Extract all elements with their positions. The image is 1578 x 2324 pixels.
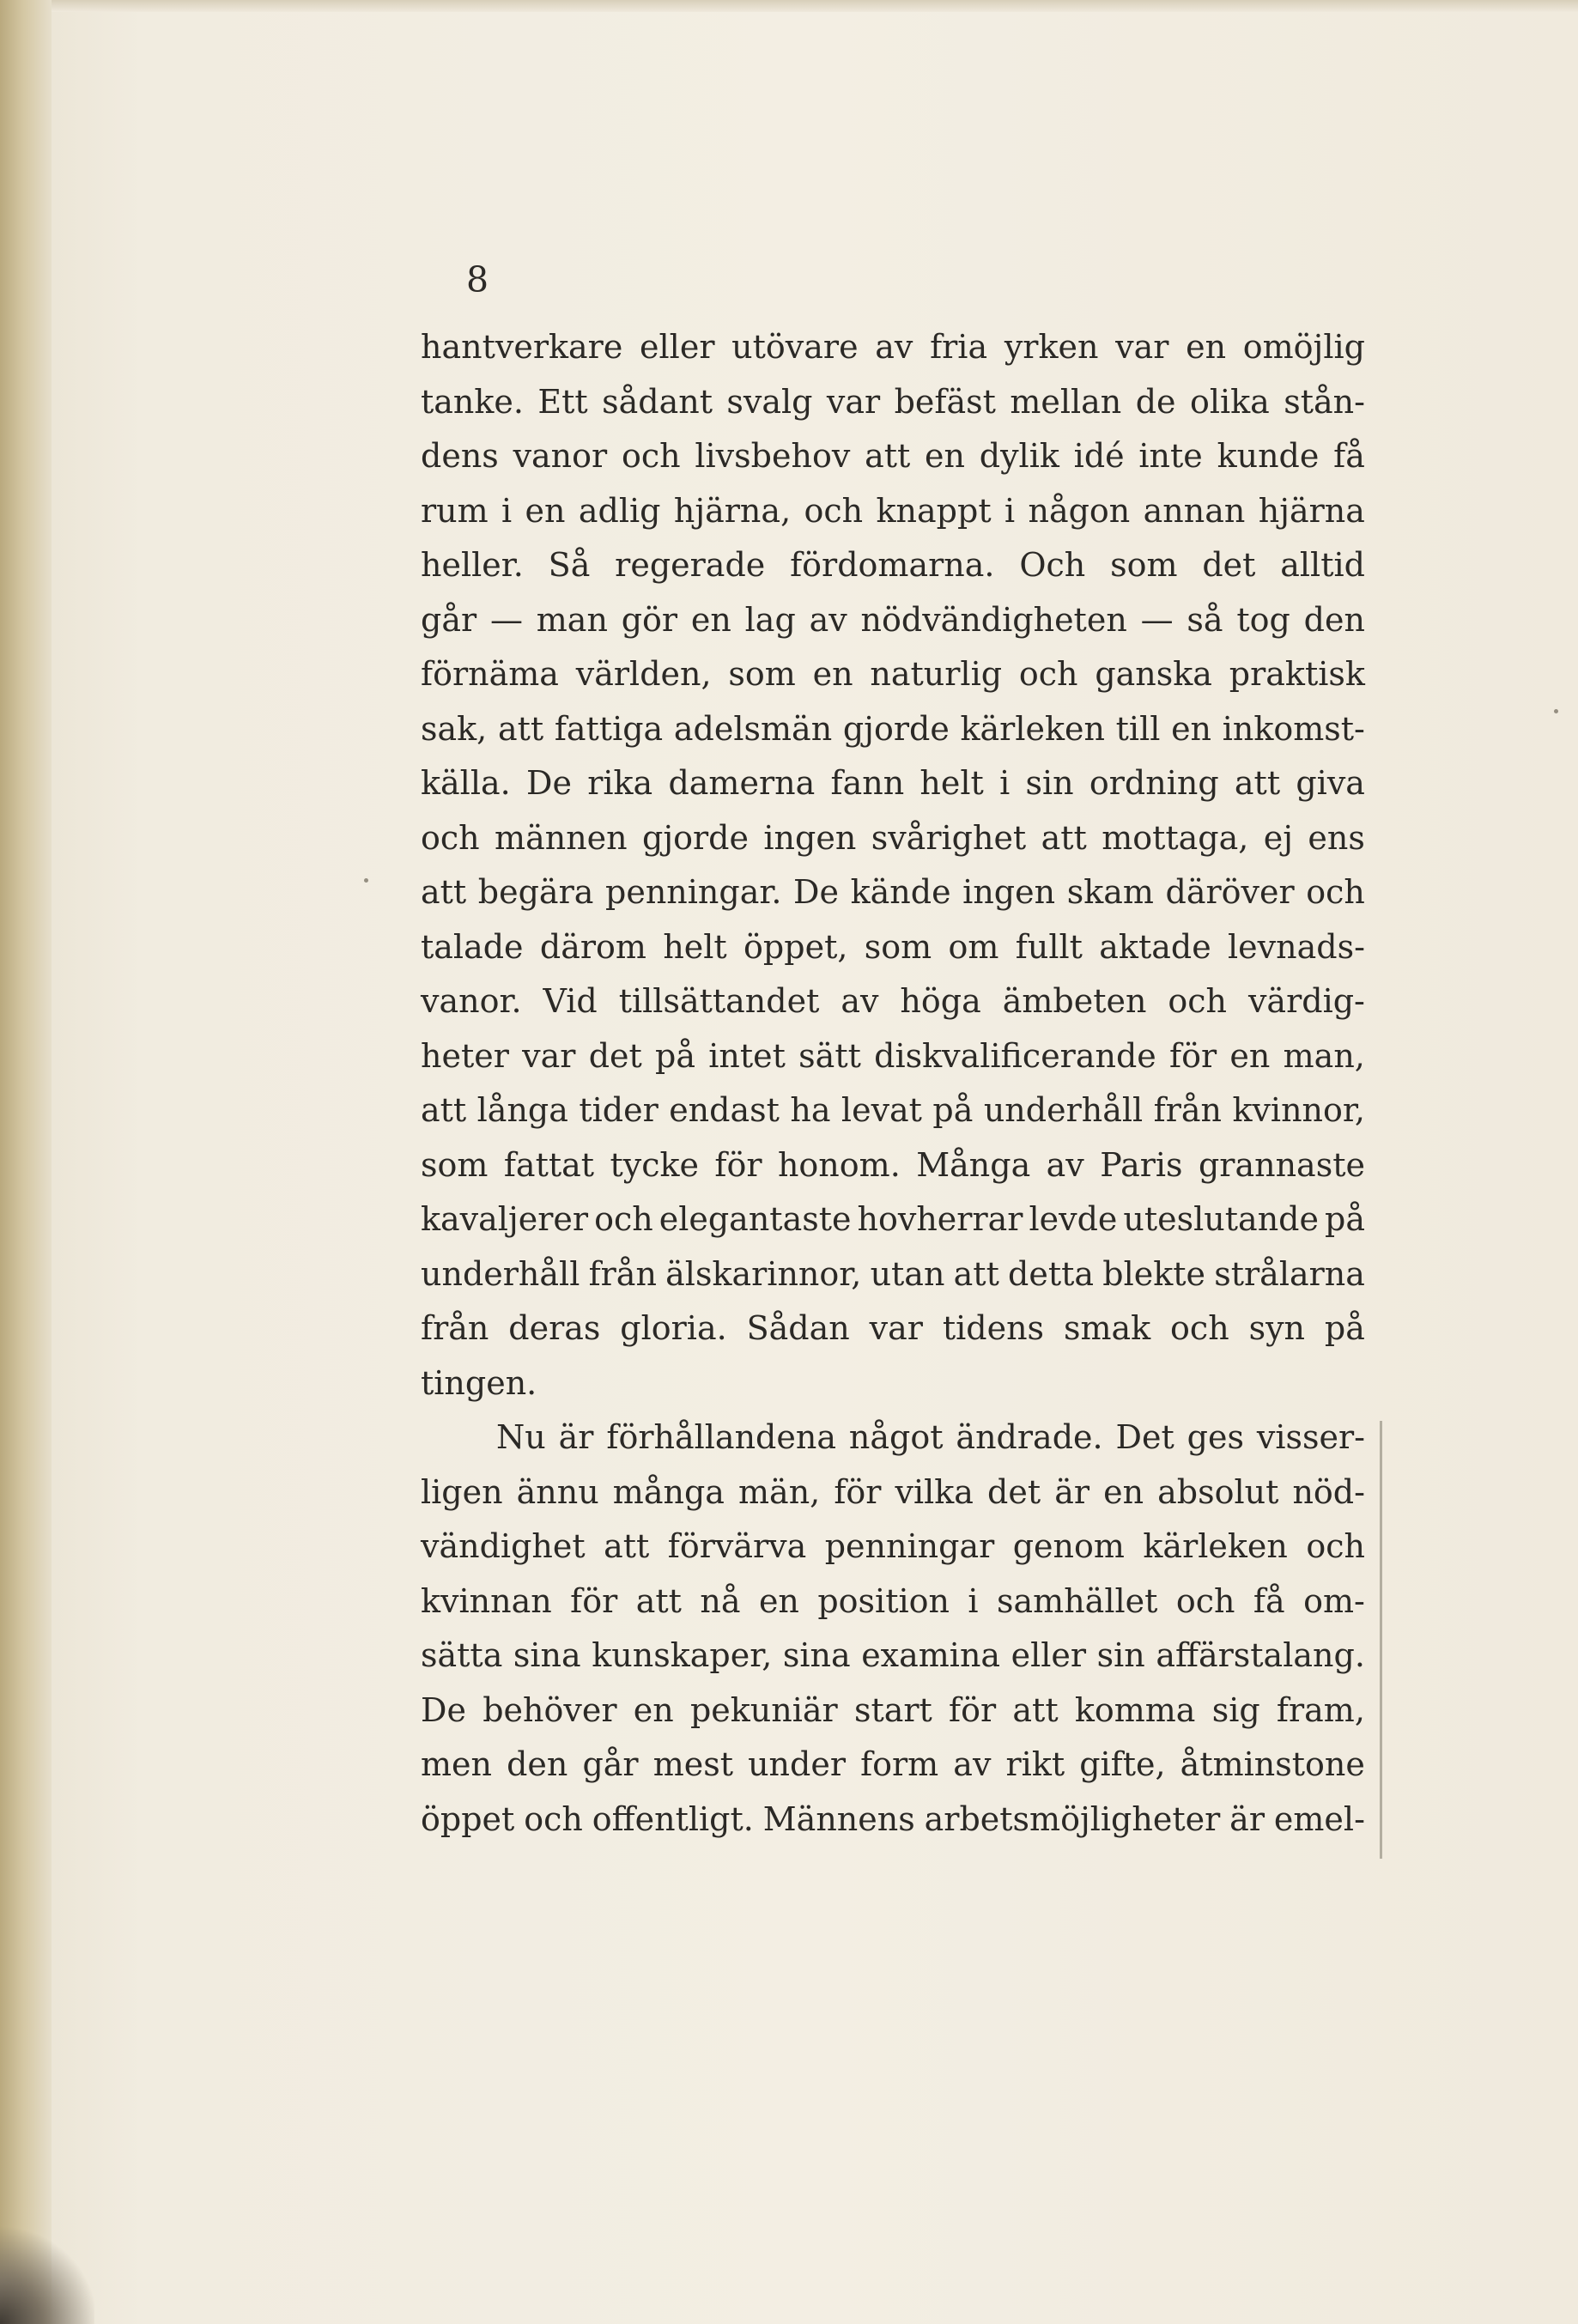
word: av	[953, 1745, 992, 1783]
word: var	[869, 1309, 923, 1347]
word: tog	[1236, 600, 1290, 639]
word: att	[1234, 764, 1281, 802]
word: på	[1324, 1309, 1365, 1347]
text-line	[421, 538, 1365, 593]
word: sin	[1096, 1636, 1145, 1674]
word: dens	[421, 437, 499, 475]
word: helt	[663, 927, 727, 966]
word: fattiga	[554, 709, 664, 748]
word: sådant	[602, 382, 713, 421]
text-line	[421, 1465, 1365, 1520]
word: många	[612, 1472, 725, 1511]
word: Vid	[543, 982, 598, 1020]
text-line	[421, 1684, 1365, 1738]
word: det	[588, 1036, 642, 1075]
word: Ett	[537, 382, 588, 421]
word: livsbehov	[695, 437, 851, 475]
word: dylik	[979, 437, 1059, 475]
word: sak,	[421, 709, 488, 748]
word: att	[953, 1254, 999, 1293]
word: någon	[1028, 491, 1131, 530]
word: få	[1253, 1581, 1285, 1620]
word: Männens	[762, 1799, 915, 1838]
word: lag	[744, 600, 796, 639]
word: begära	[477, 873, 594, 911]
word: en	[1186, 328, 1227, 366]
text-line	[421, 865, 1365, 920]
word: tycke	[610, 1145, 699, 1184]
word: man,	[1283, 1036, 1365, 1075]
word: kände	[850, 873, 951, 911]
word: arbetsmöjligheter	[924, 1799, 1221, 1838]
word: ännu	[516, 1472, 599, 1511]
text-line	[421, 1356, 1365, 1411]
word: var	[1115, 328, 1169, 366]
text-line	[421, 1738, 1365, 1793]
word: genom	[1012, 1527, 1125, 1565]
word: och	[421, 818, 480, 857]
word: Och	[1019, 546, 1086, 584]
word: och	[1168, 982, 1228, 1020]
word: förvärva	[667, 1527, 807, 1565]
word: att	[865, 437, 911, 475]
word: värdig-	[1247, 982, 1365, 1020]
word: visser-	[1256, 1418, 1365, 1456]
word: samhället	[997, 1581, 1158, 1620]
word: omöjlig	[1242, 328, 1365, 366]
word: diskvalificerande	[874, 1036, 1156, 1075]
word: källa.	[421, 764, 511, 802]
text-line	[421, 320, 1365, 375]
word: Så	[548, 546, 591, 584]
word: knappt	[876, 491, 992, 530]
word: giva	[1296, 764, 1365, 802]
word: hjärna,	[673, 491, 792, 530]
word: gör	[621, 600, 678, 639]
word: ordning	[1089, 764, 1219, 802]
word: honom.	[777, 1145, 901, 1184]
word: regerade	[615, 546, 766, 584]
word: aktade	[1099, 927, 1211, 966]
word: skam	[1066, 873, 1154, 911]
word: fann	[830, 764, 905, 802]
word: ej	[1263, 818, 1294, 857]
word: och	[1306, 1527, 1365, 1565]
word: för	[949, 1690, 997, 1729]
word: fördomarna.	[790, 546, 995, 584]
word: ges	[1187, 1418, 1244, 1456]
word: men	[421, 1745, 492, 1783]
word: syn	[1248, 1309, 1306, 1347]
word: gjorde	[642, 818, 749, 857]
word: svalg	[726, 382, 813, 421]
word: kavaljerer	[421, 1200, 589, 1238]
text-line	[421, 756, 1365, 811]
word: hjärna	[1258, 491, 1365, 530]
word: gloria.	[620, 1309, 727, 1347]
word: fria	[930, 328, 988, 366]
text-line	[421, 1629, 1365, 1684]
word: för	[570, 1581, 618, 1620]
text-line	[421, 429, 1365, 484]
word: gifte,	[1079, 1745, 1166, 1783]
text-line	[421, 1520, 1365, 1575]
paper-speck	[364, 878, 368, 883]
word: sina	[782, 1636, 851, 1674]
word: penningar.	[605, 873, 782, 911]
word: levat	[841, 1091, 922, 1129]
word: Många	[916, 1145, 1031, 1184]
word: elegantaste	[659, 1200, 852, 1238]
text-line	[421, 1411, 1365, 1465]
word: älskarinnor,	[665, 1254, 862, 1293]
word: vändighet	[421, 1527, 586, 1565]
word: idé	[1073, 437, 1125, 475]
word: offentligt.	[592, 1799, 754, 1838]
word: att	[604, 1527, 650, 1565]
word: vilka	[895, 1472, 974, 1511]
word: världen,	[575, 655, 712, 693]
word: en	[690, 600, 731, 639]
word: sätt	[798, 1036, 861, 1075]
word: penningar	[824, 1527, 995, 1565]
word: för	[1169, 1036, 1217, 1075]
word: intet	[708, 1036, 786, 1075]
text-line	[421, 375, 1365, 430]
word: från	[421, 1309, 489, 1347]
word: stån-	[1284, 382, 1365, 421]
word: ha	[790, 1091, 831, 1129]
word: naturlig	[870, 655, 1003, 693]
word: ingen	[962, 873, 1056, 911]
word: att	[421, 873, 467, 911]
word: absolut	[1157, 1472, 1279, 1511]
book-binding-edge	[0, 0, 52, 2324]
word: att	[421, 1091, 467, 1129]
word: av	[1046, 1145, 1084, 1184]
word: olika	[1189, 382, 1270, 421]
word: att	[635, 1581, 682, 1620]
word: hantverkare	[421, 328, 623, 366]
word: går	[421, 600, 477, 639]
word: ingen	[763, 818, 857, 857]
word: affärstalang.	[1156, 1636, 1365, 1674]
word: är	[1229, 1799, 1265, 1838]
word: går	[582, 1745, 639, 1783]
word: är	[558, 1418, 594, 1456]
word: den	[1303, 600, 1365, 639]
word: befäst	[894, 382, 996, 421]
word: en	[633, 1690, 674, 1729]
word: nöd-	[1292, 1472, 1365, 1511]
text-line	[421, 920, 1365, 975]
word: om	[948, 927, 999, 966]
word: fullt	[1015, 927, 1083, 966]
word: tingen.	[421, 1363, 537, 1402]
text-line	[421, 1138, 1365, 1193]
word: Paris	[1100, 1145, 1183, 1184]
word: deras	[508, 1309, 601, 1347]
word: av	[809, 600, 847, 639]
word: så	[1187, 600, 1223, 639]
word: yrken	[1004, 328, 1099, 366]
word: en	[758, 1581, 799, 1620]
word: i	[501, 491, 513, 530]
word: kunskaper,	[592, 1636, 773, 1674]
word: pekuniär	[689, 1690, 838, 1729]
text-line	[421, 1192, 1365, 1247]
word: strålarna	[1214, 1254, 1365, 1293]
word: underhåll	[421, 1254, 580, 1293]
word: detta	[1008, 1254, 1095, 1293]
word: smak	[1063, 1309, 1151, 1347]
word: som	[421, 1145, 489, 1184]
text-line	[421, 593, 1365, 648]
word: eller	[1011, 1636, 1087, 1674]
word: och	[594, 1200, 653, 1238]
word: i	[1004, 491, 1016, 530]
word: var	[826, 382, 881, 421]
word: att	[497, 709, 544, 748]
word: sin	[1025, 764, 1074, 802]
word: och	[1018, 655, 1078, 693]
word: långa	[476, 1091, 568, 1129]
word: få	[1333, 437, 1365, 475]
word: mest	[652, 1745, 733, 1783]
word: heter	[421, 1036, 509, 1075]
word: Nu	[496, 1418, 546, 1456]
word: tillsättandet	[618, 982, 820, 1020]
word: de	[1135, 382, 1176, 421]
page-top-edge	[52, 0, 1578, 12]
word: inkomst-	[1222, 709, 1365, 748]
word: ligen	[421, 1472, 503, 1511]
word: underhåll	[983, 1091, 1144, 1129]
word: —	[1140, 600, 1174, 639]
word: i	[999, 764, 1011, 802]
word: endast	[669, 1091, 780, 1129]
word: examina	[861, 1636, 1001, 1674]
text-line	[421, 647, 1365, 702]
word: adelsmän	[673, 709, 833, 748]
text-line	[421, 1575, 1365, 1629]
word: från	[588, 1254, 657, 1293]
word: uteslutande	[1123, 1200, 1319, 1238]
word: vanor	[513, 437, 608, 475]
word: komma	[1074, 1690, 1196, 1729]
text-line	[421, 1083, 1365, 1138]
word: De	[793, 873, 840, 911]
word: åtminstone	[1180, 1745, 1365, 1783]
word: och	[804, 491, 864, 530]
word: fattat	[503, 1145, 595, 1184]
word: grannaste	[1198, 1145, 1365, 1184]
word: det	[1202, 546, 1256, 584]
word: under	[748, 1745, 846, 1783]
word: sätta	[421, 1636, 503, 1674]
word: mellan	[1010, 382, 1122, 421]
word: av	[841, 982, 879, 1020]
corner-stain	[0, 2221, 94, 2324]
word: att	[1041, 818, 1087, 857]
word: rikt	[1005, 1745, 1065, 1783]
word: det	[987, 1472, 1041, 1511]
word: en	[1229, 1036, 1271, 1075]
word: för	[834, 1472, 882, 1511]
word: en	[925, 437, 965, 475]
word: mottaga,	[1102, 818, 1249, 857]
text-line	[421, 1247, 1365, 1302]
word: männen	[495, 818, 628, 857]
word: vanor.	[421, 982, 522, 1020]
word: De	[525, 764, 572, 802]
word: kvinnor,	[1232, 1091, 1365, 1129]
word: talade	[421, 927, 524, 966]
word: rika	[587, 764, 653, 802]
word: öppet	[421, 1799, 515, 1838]
word: helt	[919, 764, 984, 802]
word: Sådan	[746, 1309, 850, 1347]
word: till	[1115, 709, 1161, 748]
word: att	[1012, 1690, 1059, 1729]
text-line	[421, 1029, 1365, 1084]
word: öppet,	[743, 927, 848, 966]
word: en	[812, 655, 853, 693]
word: rum	[421, 491, 489, 530]
word: annan	[1143, 491, 1246, 530]
paper-speck	[1554, 709, 1558, 713]
word: är	[1054, 1472, 1090, 1511]
word: av	[875, 328, 913, 366]
text-line	[421, 811, 1365, 866]
word: fram,	[1276, 1690, 1365, 1729]
body-text	[421, 320, 1365, 1847]
word: tanke.	[421, 382, 524, 421]
word: och	[524, 1799, 583, 1838]
word: och	[1175, 1581, 1235, 1620]
word: —	[489, 600, 523, 639]
word: i	[968, 1581, 979, 1620]
word: den	[507, 1745, 568, 1783]
word: kunde	[1217, 437, 1320, 475]
word: män,	[738, 1472, 821, 1511]
word: praktisk	[1229, 655, 1365, 693]
word: kärleken	[960, 709, 1105, 748]
word: sina	[513, 1636, 581, 1674]
word: var	[522, 1036, 576, 1075]
text-line	[421, 702, 1365, 757]
word: ändrade.	[956, 1418, 1103, 1456]
word: en	[1103, 1472, 1144, 1511]
word: om-	[1303, 1581, 1365, 1620]
word: position	[817, 1581, 950, 1620]
word: en	[1171, 709, 1212, 748]
word: eller	[640, 328, 715, 366]
word: man	[536, 600, 608, 639]
word: damerna	[668, 764, 816, 802]
word: form	[860, 1745, 939, 1783]
word: De	[421, 1690, 466, 1729]
word: däröver	[1165, 873, 1295, 911]
word: utövare	[731, 328, 859, 366]
word: ämbeten	[1002, 982, 1147, 1020]
word: utan	[870, 1254, 945, 1293]
word: kvinnan	[421, 1581, 552, 1620]
word: för	[714, 1145, 762, 1184]
word: behöver	[483, 1690, 617, 1729]
word: emel-	[1273, 1799, 1365, 1838]
word: levde	[1029, 1200, 1118, 1238]
word: alltid	[1280, 546, 1365, 584]
word: kärleken	[1143, 1527, 1288, 1565]
text-line	[421, 484, 1365, 539]
word: adlig	[578, 491, 661, 530]
word: något	[848, 1418, 944, 1456]
word: ganska	[1095, 655, 1212, 693]
word: start	[853, 1690, 932, 1729]
word: från	[1153, 1091, 1222, 1129]
word: svårighet	[871, 818, 1027, 857]
word: förhållandena	[606, 1418, 836, 1456]
word: hovherrar	[857, 1200, 1023, 1238]
word: som	[1110, 546, 1178, 584]
word: på	[1325, 1200, 1365, 1238]
word: nå	[700, 1581, 741, 1620]
word: höga	[900, 982, 981, 1020]
word: och	[621, 437, 681, 475]
word: sig	[1211, 1690, 1260, 1729]
word: tidens	[942, 1309, 1045, 1347]
word: ens	[1308, 818, 1365, 857]
word: tider	[579, 1091, 659, 1129]
text-line	[421, 1302, 1365, 1356]
word: på	[932, 1091, 974, 1129]
word: på	[655, 1036, 696, 1075]
word: förnäma	[421, 655, 559, 693]
word: och	[1306, 873, 1365, 911]
word: inte	[1138, 437, 1203, 475]
page-number: 8	[466, 259, 489, 300]
word: en	[525, 491, 566, 530]
word: Det	[1115, 1418, 1174, 1456]
word: gjorde	[842, 709, 950, 748]
word: levnads-	[1228, 927, 1365, 966]
margin-pencil-mark	[1380, 1421, 1382, 1859]
text-line	[421, 974, 1365, 1029]
word: och	[1170, 1309, 1229, 1347]
word: som	[864, 927, 932, 966]
word: nödvändigheten	[860, 600, 1127, 639]
word: därom	[539, 927, 646, 966]
word: heller.	[421, 546, 524, 584]
word: blekte	[1102, 1254, 1206, 1293]
word: som	[728, 655, 796, 693]
text-line	[421, 1793, 1365, 1848]
